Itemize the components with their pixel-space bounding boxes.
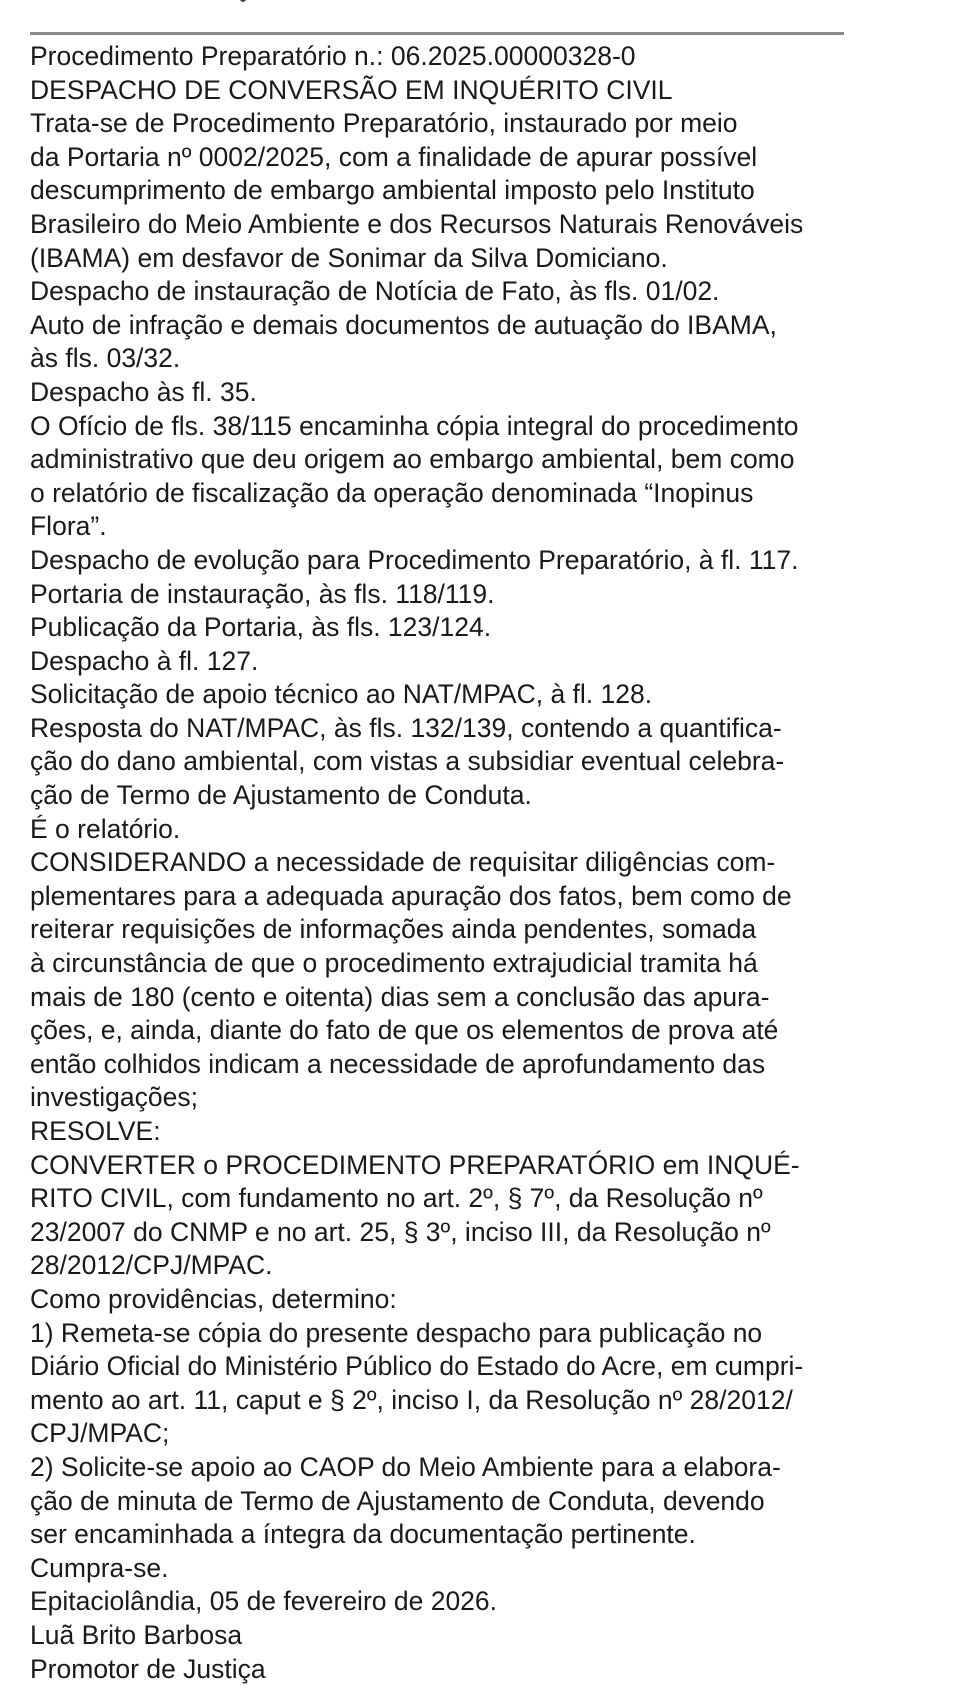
providencia-item: 2) Solicite-se apoio ao CAOP do Meio Ambiente para a elabora- <box>30 1451 781 1482</box>
body-line: ção do dano ambiental, com vistas a subsidiar eventual celebra- <box>30 746 785 777</box>
providencia-item: CPJ/MPAC; <box>30 1418 170 1449</box>
considerando-line: investigações; <box>30 1082 198 1113</box>
body-line: às fls. 03/32. <box>30 343 181 374</box>
body-line: (IBAMA) em desfavor de Sonimar da Silva Domiciano. <box>30 242 668 273</box>
providencia-item: mento ao art. 11, caput e § 2º, inciso I, da Resolução nº 28/2012/ <box>30 1384 793 1415</box>
body-line: Publicação da Portaria, às fls. 123/124. <box>30 612 492 643</box>
body-line: Auto de infração e demais documentos de autuação do IBAMA, <box>30 309 777 340</box>
body-line: ção de Termo de Ajustamento de Conduta. <box>30 780 532 811</box>
providencias-heading: Como providências, determino: <box>30 1283 397 1314</box>
place-date: Epitaciolândia, 05 de fevereiro de 2026. <box>30 1586 498 1617</box>
resolution-line: 23/2007 do CNMP e no art. 25, § 3º, inciso III, da Resolução nº <box>30 1216 771 1247</box>
signatory-name: Luã Brito Barbosa <box>30 1619 243 1650</box>
procedure-number: Procedimento Preparatório n.: 06.2025.00000328-0 <box>30 41 636 71</box>
providencia-item: ser encaminhada a íntegra da documentação pertinente. <box>30 1519 696 1550</box>
body-line: Despacho às fl. 35. <box>30 376 257 407</box>
body-line: Despacho à fl. 127. <box>30 645 259 676</box>
body-line: Portaria de instauração, às fls. 118/119. <box>30 578 495 609</box>
body-line: administrativo que deu origem ao embargo ambiental, bem como <box>30 444 795 475</box>
resolution-line: CONVERTER o PROCEDIMENTO PREPARATÓRIO em INQUÉ- <box>30 1149 800 1180</box>
body-line: Brasileiro do Meio Ambiente e dos Recursos Naturais Renováveis <box>30 208 804 239</box>
body-line: Solicitação de apoio técnico ao NAT/MPAC, à fl. 128. <box>30 679 653 710</box>
body-line: o relatório de fiscalização da operação denominada “Inopinus <box>30 477 754 508</box>
providencia-item: Diário Oficial do Ministério Público do Estado do Acre, em cumpri- <box>30 1351 804 1382</box>
resolution-line: 28/2012/CPJ/MPAC. <box>30 1250 273 1281</box>
considerando-line: ções, e, ainda, diante do fato de que os elementos de prova até <box>30 1015 779 1046</box>
considerando-line: mais de 180 (cento e oitenta) dias sem a conclusão das apura- <box>30 981 770 1012</box>
body-line: O Ofício de fls. 38/115 encaminha cópia integral do procedimento <box>30 410 799 441</box>
providencia-item: ção de minuta de Termo de Ajustamento de Conduta, devendo <box>30 1485 765 1516</box>
body-line: descumprimento de embargo ambiental imposto pelo Instituto <box>30 175 755 206</box>
despacho-text <box>30 40 860 1686</box>
body-line: Resposta do NAT/MPAC, às fls. 132/139, contendo a quantifica- <box>30 712 782 743</box>
body-line: da Portaria nº 0002/2025, com a finalidade de apurar possível <box>30 141 758 172</box>
body-line: Despacho de evolução para Procedimento Preparatório, à fl. 117. <box>30 544 799 575</box>
body-line: Despacho de instauração de Notícia de Fato, às fls. 01/02. <box>30 276 720 307</box>
providencia-item: 1) Remeta-se cópia do presente despacho para publicação no <box>30 1317 763 1348</box>
cropped-glyph-fragment <box>240 0 246 2</box>
considerando-line: então colhidos indicam a necessidade de aprofundamento das <box>30 1048 766 1079</box>
resolution-line: RITO CIVIL, com fundamento no art. 2º, § 7º, da Resolução nº <box>30 1183 763 1214</box>
considerando-line: reiterar requisições de informações ainda pendentes, somada <box>30 914 757 945</box>
resolve-heading: RESOLVE: <box>30 1116 161 1146</box>
considerando-line: CONSIDERANDO a necessidade de requisitar diligências com- <box>30 847 776 878</box>
report-closing: É o relatório. <box>30 813 181 844</box>
considerando-line: à circunstância de que o procedimento extrajudicial tramita há <box>30 948 758 979</box>
section-divider <box>30 32 844 35</box>
cumpra-se: Cumpra-se. <box>30 1552 169 1583</box>
despacho-title: DESPACHO DE CONVERSÃO EM INQUÉRITO CIVIL <box>30 74 673 105</box>
body-line: Trata-se de Procedimento Preparatório, instaurado por meio <box>30 108 738 139</box>
considerando-line: plementares para a adequada apuração dos fatos, bem como de <box>30 880 792 911</box>
signatory-title: Promotor de Justiça <box>30 1653 266 1684</box>
body-line: Flora”. <box>30 511 107 542</box>
